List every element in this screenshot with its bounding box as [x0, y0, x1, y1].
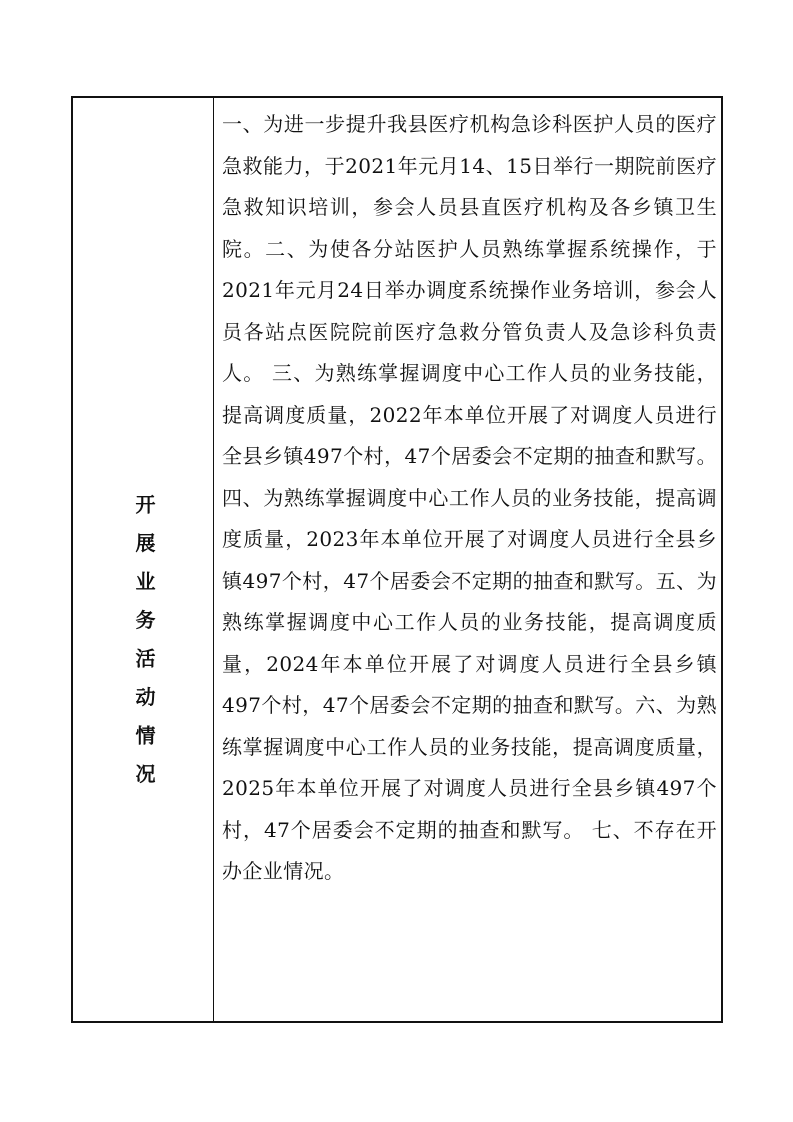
activity-table [71, 96, 723, 1023]
section-label: 开展业务活动情况 [132, 494, 156, 802]
activity-description: 一、为进一步提升我县医疗机构急诊科医护人员的医疗急救能力，于2021年元月14、15日举行一期院前医疗急救知识培训，参会人员县直医疗机构及各乡镇卫生院。二、为使各分站医护人员熟练掌握系统操作，于2021年元月24日举办调度系统操作业务培训，参会人员各站点医院院前医疗急救分管负责人及急诊科负责人。 三、为熟练掌握调度中心工作人员的业务技能，提高调度质量，2022年本单位开展了对调度人员进行全县乡镇497个村，47个居委会不定期的抽查和默写。四、为熟练掌握调度中心工作人员的业务技能，提高调度质量，2023年本单位开展了对调度人员进行全县乡镇497个村，47个居委会不定期的抽查和默写。五、为熟练掌握调度中心工作人员的业务技能，提高调度质量，2024年本单位开展了对调度人员进行全县乡镇497个村，47个居委会不定期的抽查和默写。六、为熟练掌握调度中心工作人员的业务技能，提高调度质量，2025年本单位开展了对调度人员进行全县乡镇497个村，47个居委会不定期的抽查和默写。 七、不存在开办企业情况。 [222, 112, 717, 883]
content-cell [214, 98, 723, 1021]
label-cell [73, 98, 214, 1021]
